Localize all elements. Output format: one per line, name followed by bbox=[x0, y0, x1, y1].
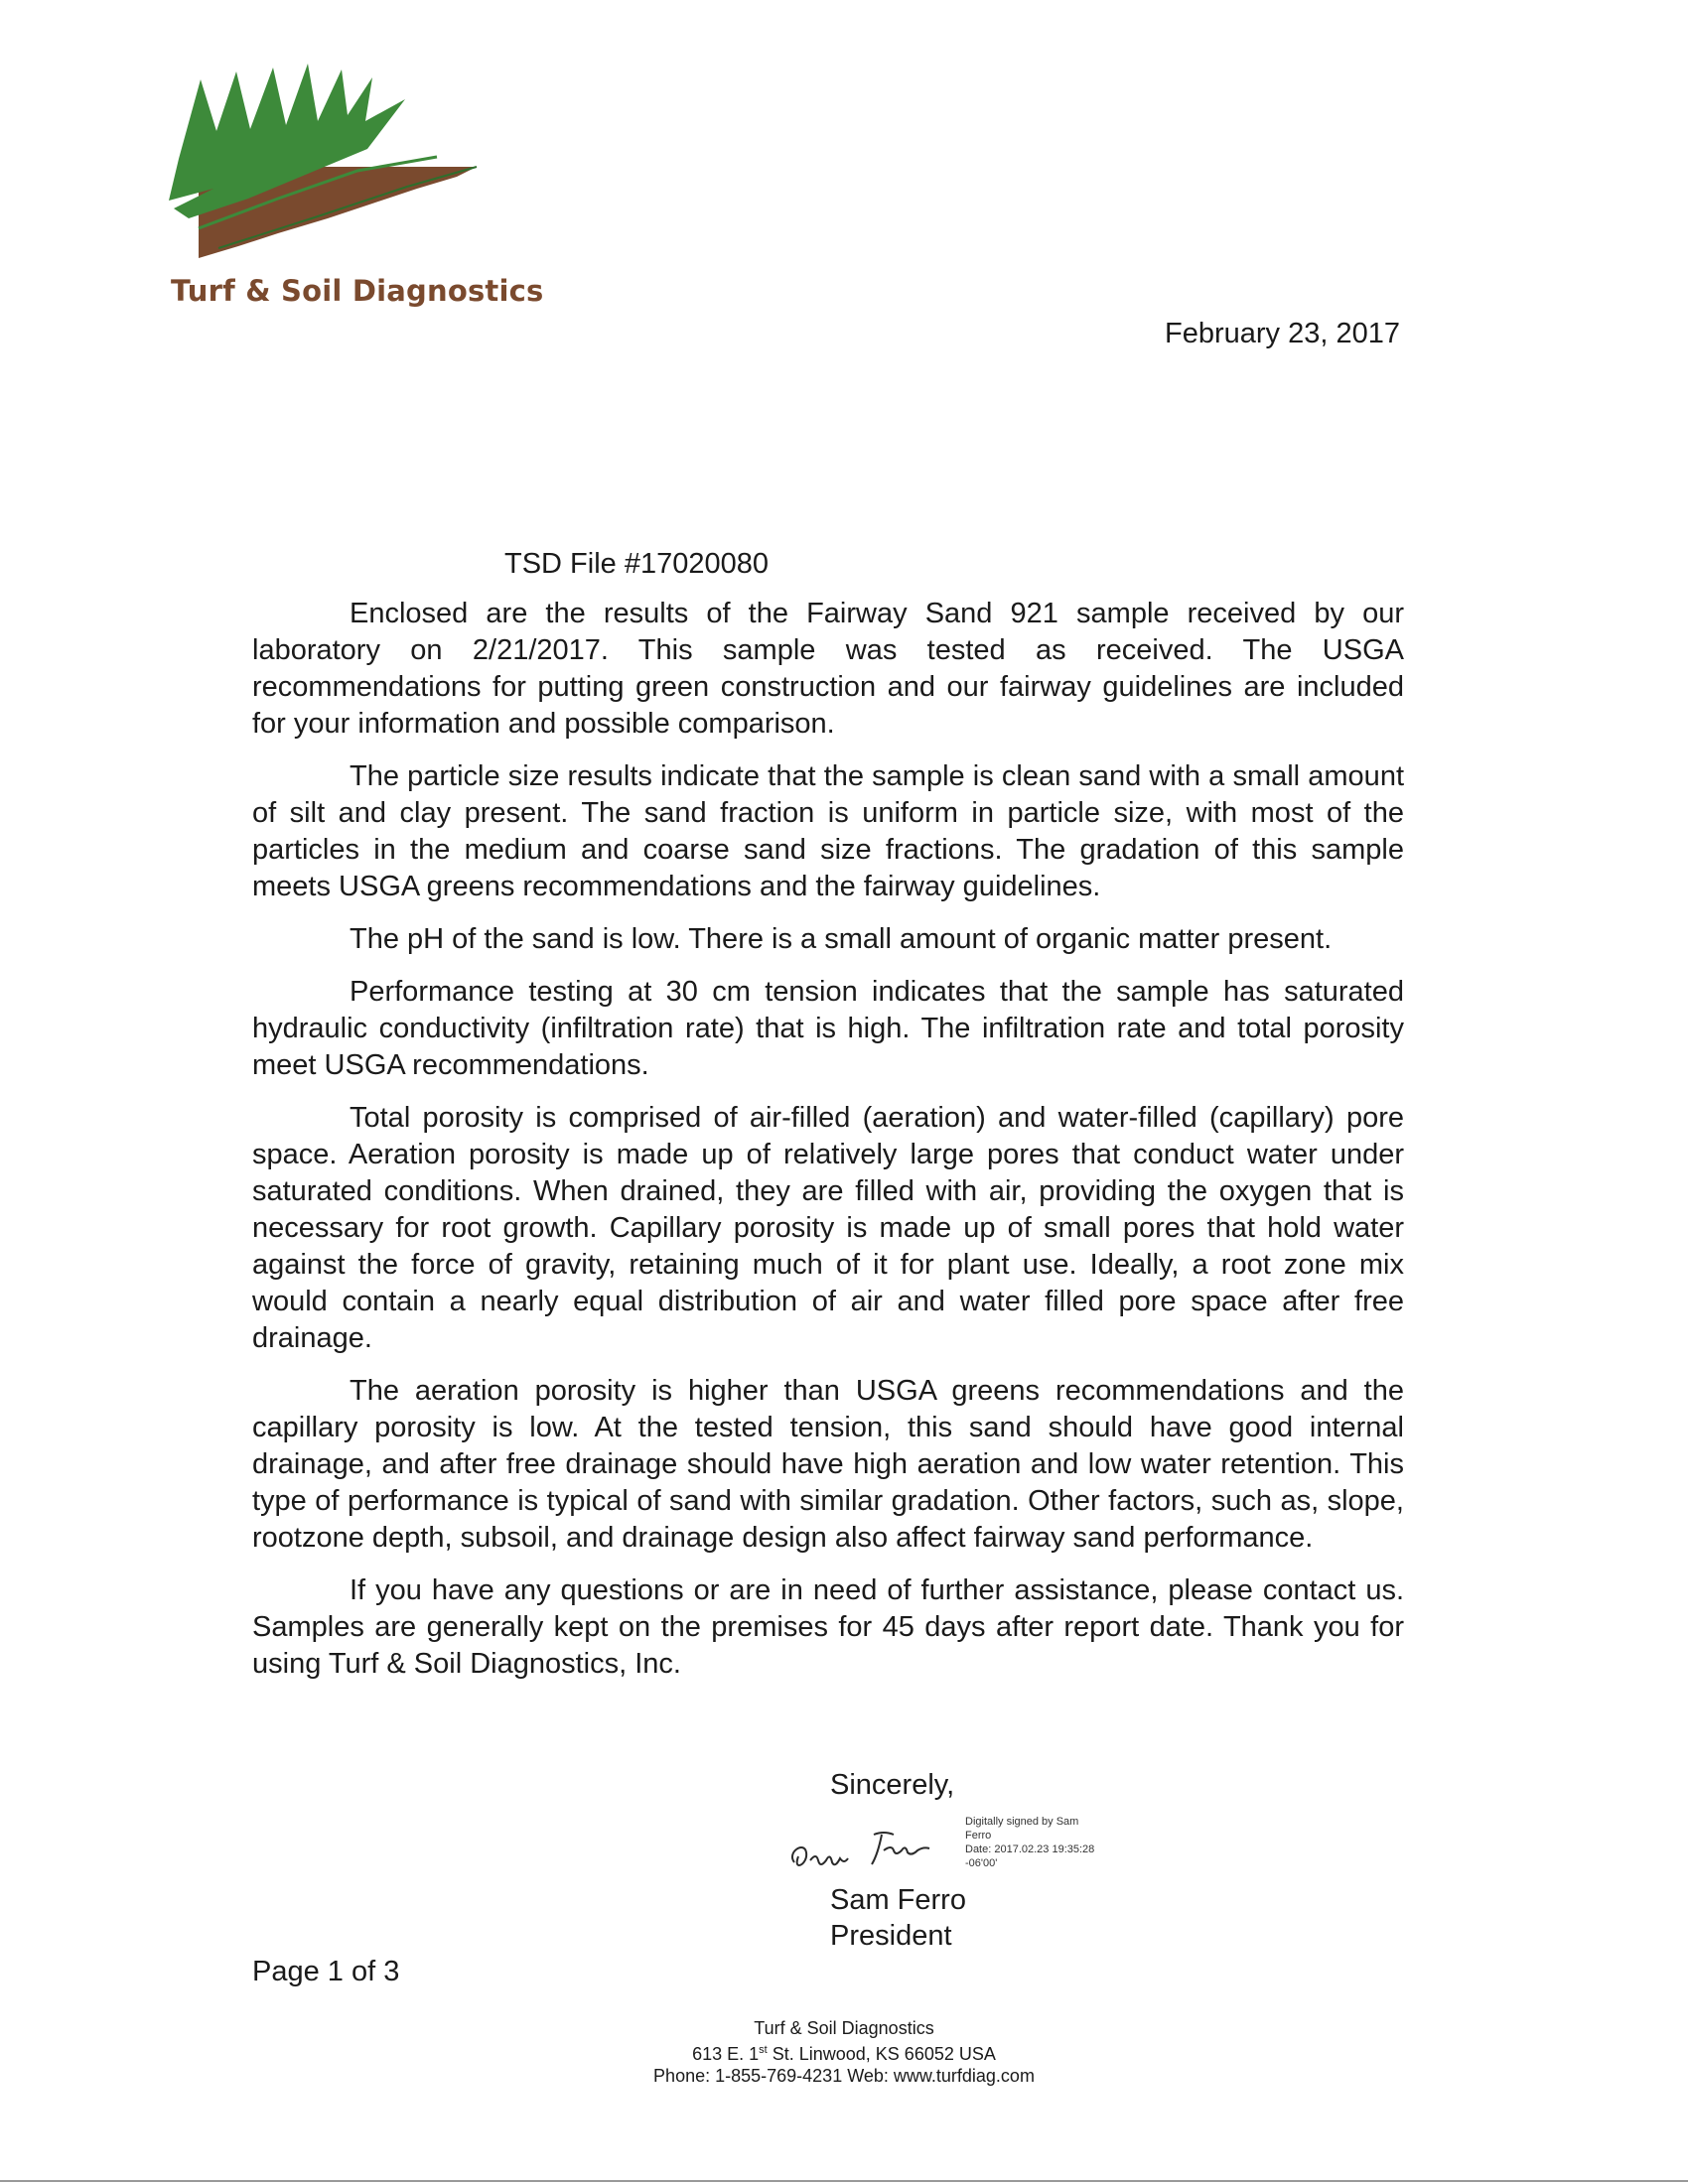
footer-contact: Phone: 1-855-769-4231 Web: www.turfdiag.com bbox=[653, 2066, 1035, 2086]
page-bottom-edge bbox=[0, 2180, 1688, 2182]
body-paragraph: The pH of the sand is low. There is a small amount of organic matter present. bbox=[350, 923, 1333, 955]
body-paragraph: Enclosed are the results of the Fairway Sand 921 sample received by our laboratory on 2/21/2017. This sample was tested as received. The USGA recommendations for putting green construction and our fairway guidelines are included for your information and possible comparison. bbox=[252, 598, 1404, 740]
letter-closing: Sincerely, bbox=[830, 1769, 955, 1801]
body-paragraph: Total porosity is comprised of air-filled (aeration) and water-filled (capillary) pore space. Aeration porosity is made up of relatively large pores that conduct water under saturated conditions. When drained, they are filled with air, providing the oxygen that is necessary for root growth. Capillary porosity is made up of small pores that hold water against the force of gravity, retaining much of it for plant use. Ideally, a root zone mix would contain a nearly equal distribution of air and water filled pore space after free drainage. bbox=[252, 1102, 1404, 1354]
handwritten-signature-icon bbox=[784, 1813, 963, 1882]
signer-title: President bbox=[830, 1920, 952, 1952]
digital-signature bbox=[784, 1813, 1142, 1882]
letter-body bbox=[252, 596, 1404, 1699]
footer-company: Turf & Soil Diagnostics bbox=[754, 2018, 934, 2038]
page-number: Page 1 of 3 bbox=[252, 1956, 400, 1987]
signer-name: Sam Ferro bbox=[830, 1884, 966, 1916]
file-reference: TSD File #17020080 bbox=[504, 548, 769, 580]
letter-footer bbox=[496, 2017, 1192, 2087]
digital-signature-line: -06'00' bbox=[965, 1857, 998, 1869]
company-logo bbox=[159, 60, 516, 268]
digital-signature-line: Digitally signed by Sam bbox=[965, 1816, 1079, 1828]
grass-soil-logo-icon bbox=[159, 60, 516, 268]
footer-address: 613 E. 1st St. Linwood, KS 66052 USA bbox=[692, 2044, 996, 2064]
letter-date: February 23, 2017 bbox=[1165, 318, 1400, 349]
digital-signature-line: Date: 2017.02.23 19:35:28 bbox=[965, 1843, 1095, 1855]
body-paragraph: The particle size results indicate that the sample is clean sand with a small amount of silt and clay present. The sand fraction is uniform in particle size, with most of the particles in the medium and coarse sand size fractions. The gradation of this sample meets USGA greens recommendations and the fairway guidelines. bbox=[252, 760, 1404, 902]
company-name: Turf & Soil Diagnostics bbox=[171, 274, 544, 308]
body-paragraph: The aeration porosity is higher than USGA greens recommendations and the capillary porosity is low. At the tested tension, this sand should have good internal drainage, and after free drainage should have high aeration and low water retention. This type of performance is typical of sand with similar gradation. Other factors, such as, slope, rootzone depth, subsoil, and drainage design also affect fairway sand performance. bbox=[252, 1375, 1404, 1554]
digital-signature-text bbox=[965, 1815, 1134, 1870]
digital-signature-line: Ferro bbox=[965, 1830, 992, 1842]
body-paragraph: If you have any questions or are in need of further assistance, please contact us. Samples are generally kept on the premises for 45 days after report date. Thank you for using Turf & Soil Diagnostics, Inc. bbox=[252, 1574, 1404, 1680]
body-paragraph: Performance testing at 30 cm tension indicates that the sample has saturated hydraulic conductivity (infiltration rate) that is high. The infiltration rate and total porosity meet USGA recommendations. bbox=[252, 976, 1404, 1081]
